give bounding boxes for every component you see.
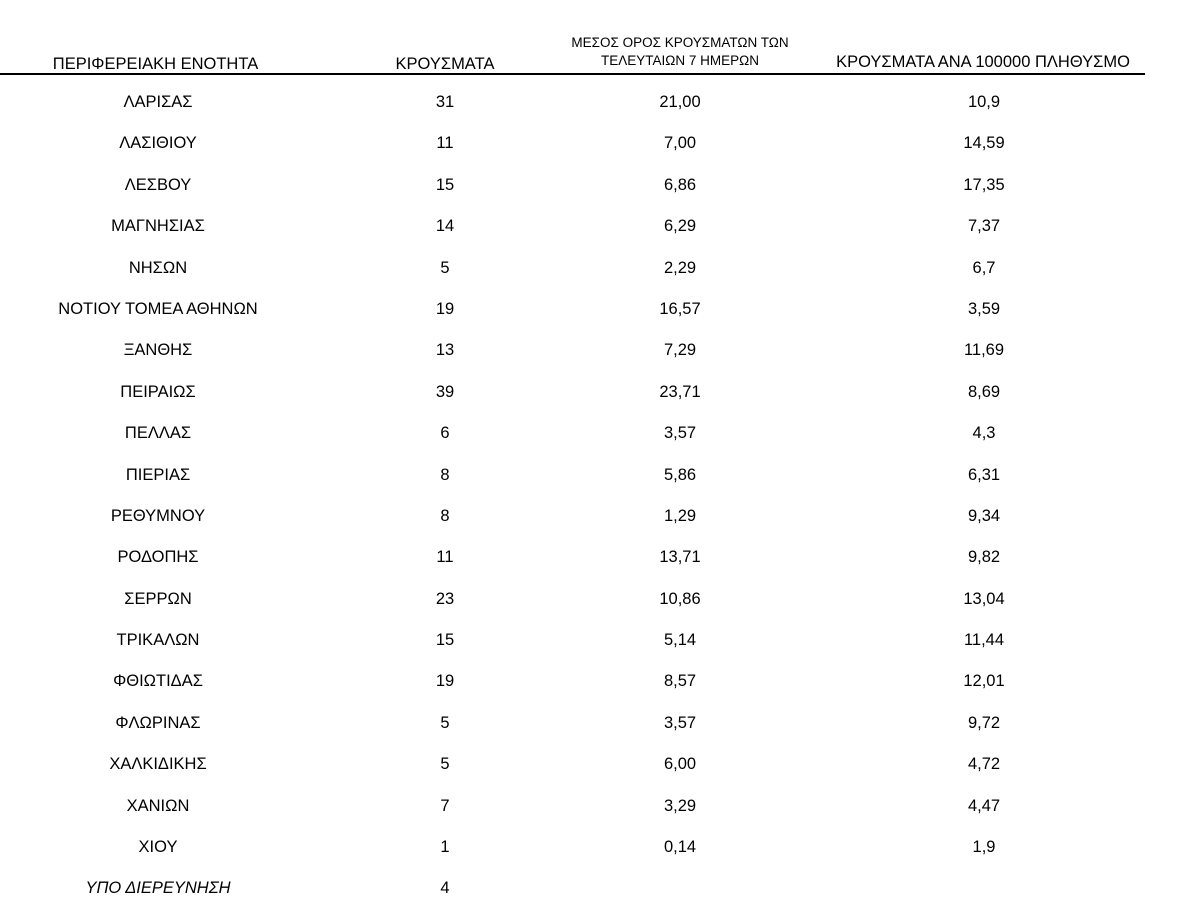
cell-cases: 1	[440, 838, 450, 857]
cell-per100k: 7,37	[967, 217, 1001, 236]
table-row	[0, 332, 1200, 373]
cell-avg7: 13,71	[659, 548, 701, 567]
cell-cases: 11	[436, 548, 454, 567]
cell-cases: 7	[440, 796, 450, 815]
table-body	[0, 84, 1200, 912]
table-row	[0, 84, 1200, 125]
cell-region: ΝΗΣΩΝ	[128, 258, 188, 277]
cell-cases: 8	[440, 465, 450, 484]
header-cases: ΚΡΟΥΣΜΑΤΑ	[395, 55, 495, 73]
cell-per100k: 4,3	[972, 424, 996, 443]
cell-cases: 11	[436, 134, 454, 153]
cell-cases: 5	[440, 755, 450, 774]
header-region: ΠΕΡΙΦΕΡΕΙΑΚΗ ΕΝΟΤΗΤΑ	[52, 55, 259, 73]
table-row	[0, 705, 1200, 746]
cell-avg7: 5,86	[663, 465, 697, 484]
cell-per100k: 9,82	[967, 548, 1001, 567]
cell-region: ΦΛΩΡΙΝΑΣ	[115, 713, 201, 732]
cell-region: ΝΟΤΙΟΥ ΤΟΜΕΑ ΑΘΗΝΩΝ	[58, 299, 258, 318]
cell-per100k: 1,9	[972, 838, 996, 857]
cell-avg7: 7,00	[663, 134, 697, 153]
cell-cases: 5	[440, 258, 450, 277]
cell-region: ΠΕΛΛΑΣ	[124, 424, 192, 443]
cell-cases: 31	[435, 93, 455, 111]
cell-region: ΤΡΙΚΑΛΩΝ	[116, 631, 200, 650]
cell-cases: 15	[435, 631, 455, 650]
cell-avg7: 6,86	[663, 175, 697, 194]
header-divider	[0, 73, 1145, 75]
cell-per100k: 12,01	[963, 672, 1005, 691]
cell-cases: 19	[435, 299, 455, 318]
cell-avg7: 1,29	[663, 506, 697, 525]
cell-region: ΡΟΔΟΠΗΣ	[117, 548, 199, 567]
table-row	[0, 539, 1200, 580]
cell-region: ΣΕΡΡΩΝ	[124, 589, 192, 608]
cell-per100k: 11,69	[963, 341, 1005, 360]
cell-per100k: 17,35	[963, 175, 1005, 194]
cell-per100k: 14,59	[963, 134, 1005, 153]
cell-region: ΥΠΟ ΔΙΕΡΕΥΝΗΣΗ	[85, 879, 231, 898]
cell-region: ΧΑΛΚΙΔΙΚΗΣ	[109, 755, 207, 774]
cell-avg7: 0,14	[663, 838, 697, 857]
cell-per100k: 10,9	[967, 93, 1001, 111]
cell-cases: 19	[435, 672, 455, 691]
cell-avg7: 3,57	[663, 713, 697, 732]
cell-per100k: 8,69	[967, 382, 1001, 401]
table-row	[0, 746, 1200, 787]
cell-per100k: 4,72	[967, 755, 1001, 774]
table-header	[0, 0, 1200, 76]
cell-avg7: 10,86	[659, 589, 701, 608]
cell-per100k: 13,04	[963, 589, 1005, 608]
cell-per100k: 6,7	[972, 258, 996, 277]
cell-per100k: 3,59	[967, 299, 1001, 318]
table-row	[0, 788, 1200, 829]
cell-avg7: 5,14	[663, 631, 697, 650]
cell-avg7: 6,00	[663, 755, 697, 774]
cell-avg7: 2,29	[663, 258, 697, 277]
cell-region: ΛΑΡΙΣΑΣ	[123, 93, 193, 111]
cell-avg7: 7,29	[663, 341, 697, 360]
cell-avg7: 23,71	[659, 382, 701, 401]
cell-avg7: 6,29	[663, 217, 697, 236]
table-row	[0, 581, 1200, 622]
cell-cases: 5	[440, 713, 450, 732]
cell-avg7: 8,57	[663, 672, 697, 691]
cell-region: ΠΕΙΡΑΙΩΣ	[120, 382, 196, 401]
header-avg7	[550, 34, 810, 70]
cell-region: ΛΑΣΙΘΙΟΥ	[119, 134, 197, 153]
table-row	[0, 663, 1200, 704]
cell-region: ΡΕΘΥΜΝΟΥ	[110, 506, 206, 525]
cell-per100k: 9,34	[967, 506, 1001, 525]
cell-avg7: 3,57	[663, 424, 697, 443]
cell-cases: 14	[435, 217, 455, 236]
cell-per100k: 11,44	[963, 631, 1005, 650]
table-row	[0, 829, 1200, 870]
cell-cases: 8	[440, 506, 450, 525]
cell-region: ΠΙΕΡΙΑΣ	[125, 465, 191, 484]
cell-region: ΦΘΙΩΤΙΔΑΣ	[113, 672, 203, 691]
cell-per100k: 9,72	[967, 713, 1001, 732]
cell-cases: 13	[435, 341, 455, 360]
cell-avg7: 3,29	[663, 796, 697, 815]
cell-cases: 4	[440, 879, 450, 898]
header-avg7-line1: ΜΕΣΟΣ ΟΡΟΣ ΚΡΟΥΣΜΑΤΩΝ ΤΩΝ	[571, 35, 789, 50]
cell-per100k: 6,31	[967, 465, 1001, 484]
cell-cases: 23	[435, 589, 455, 608]
table-row	[0, 457, 1200, 498]
table-row	[0, 291, 1200, 332]
cell-region: ΛΕΣΒΟΥ	[124, 175, 192, 194]
cell-region: ΜΑΓΝΗΣΙΑΣ	[111, 217, 205, 236]
table-row	[0, 125, 1200, 166]
cell-per100k: 4,47	[967, 796, 1001, 815]
cell-avg7: 21,00	[659, 93, 701, 111]
cell-region: ΧΙΟΥ	[138, 838, 178, 857]
table-row	[0, 498, 1200, 539]
table-row	[0, 167, 1200, 208]
table-row	[0, 870, 1200, 911]
header-per100k: ΚΡΟΥΣΜΑΤΑ ΑΝΑ 100000 ΠΛΗΘΥΣΜΟ	[836, 53, 1130, 71]
cell-region: ΧΑΝΙΩΝ	[126, 796, 190, 815]
cell-cases: 15	[435, 175, 455, 194]
cell-cases: 39	[435, 382, 455, 401]
header-avg7-line2: ΤΕΛΕΥΤΑΙΩΝ 7 ΗΜΕΡΩΝ	[601, 53, 759, 68]
cell-cases: 6	[440, 424, 450, 443]
table-row	[0, 250, 1200, 291]
table-row	[0, 374, 1200, 415]
table-row	[0, 622, 1200, 663]
table-row	[0, 208, 1200, 249]
table-row	[0, 415, 1200, 456]
cell-avg7: 16,57	[659, 299, 701, 318]
cell-region: ΞΑΝΘΗΣ	[123, 341, 193, 360]
